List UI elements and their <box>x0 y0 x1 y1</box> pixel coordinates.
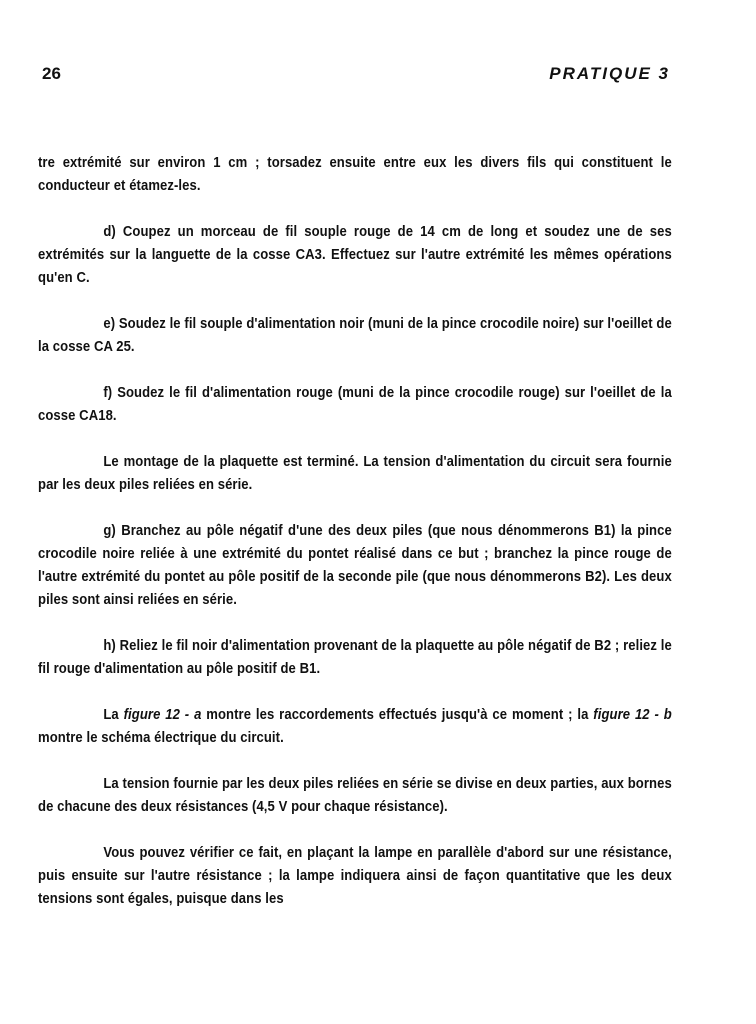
page-number: 26 <box>42 64 61 83</box>
paragraph-verification <box>38 841 672 910</box>
body-text <box>38 151 672 910</box>
paragraph-figure-reference <box>38 703 672 749</box>
paragraph-text: Vous pouvez vérifier ce fait, en plaçant la lampe en parallèle d'abord sur une résistance, puis ensuite sur l'autre résistance ; la lampe indiquera ainsi de façon quantitative que les deux tensions sont égales, puisque dans les <box>38 844 672 907</box>
paragraph-continuation <box>38 151 672 197</box>
paragraph-text: h) Reliez le fil noir d'alimentation provenant de la plaquette au pôle négatif de B2 ; reliez le fil rouge d'alimentation au pôle positif de B1. <box>38 637 672 677</box>
paragraph-text: f) Soudez le fil d'alimentation rouge (muni de la pince crocodile rouge) sur l'oeillet de la cosse CA18. <box>38 384 672 424</box>
paragraph-montage-termine <box>38 450 672 496</box>
paragraph-text: d) Coupez un morceau de fil souple rouge de 14 cm de long et soudez une de ses extrémités sur la languette de la cosse CA3. Effectuez sur l'autre extrémité les mêmes opérations qu'en C. <box>38 223 672 286</box>
figure-reference-12a: figure 12 - a <box>123 706 202 723</box>
paragraph-step-h <box>38 634 672 680</box>
paragraph-text: g) Branchez au pôle négatif d'une des deux piles (que nous dénommerons B1) la pince crocodile noire reliée à une extrémité du pontet réalisé dans ce but ; branchez la pince rouge de l'autre extrémité du pontet au pôle positif de la seconde pile (que nous dénommerons B2). Les deux piles sont ainsi reliées en série. <box>38 522 672 608</box>
paragraph-text: tre extrémité sur environ 1 cm ; torsadez ensuite entre eux les divers fils qui constituent le conducteur et étamez-les. <box>38 154 672 194</box>
paragraph-step-f <box>38 381 672 427</box>
figure-reference-12b: figure 12 - b <box>593 706 672 723</box>
paragraph-text: Le montage de la plaquette est terminé. La tension d'alimentation du circuit sera fournie par les deux piles reliées en série. <box>38 453 672 493</box>
paragraph-step-g <box>38 519 672 611</box>
paragraph-tension-divise <box>38 772 672 818</box>
paragraph-step-d <box>38 220 672 289</box>
paragraph-text: La <box>103 706 124 723</box>
paragraph-text: La tension fournie par les deux piles reliées en série se divise en deux parties, aux bornes de chacune des deux résistances (4,5 V pour chaque résistance). <box>38 775 672 815</box>
paragraph-text: e) Soudez le fil souple d'alimentation noir (muni de la pince crocodile noire) sur l'oeillet de la cosse CA 25. <box>38 315 672 355</box>
paragraph-step-e <box>38 312 672 358</box>
paragraph-text: montre les raccordements effectués jusqu'à ce moment ; la <box>201 706 594 723</box>
running-title: PRATIQUE 3 <box>549 64 670 83</box>
paragraph-text: montre le schéma électrique du circuit. <box>38 729 284 746</box>
